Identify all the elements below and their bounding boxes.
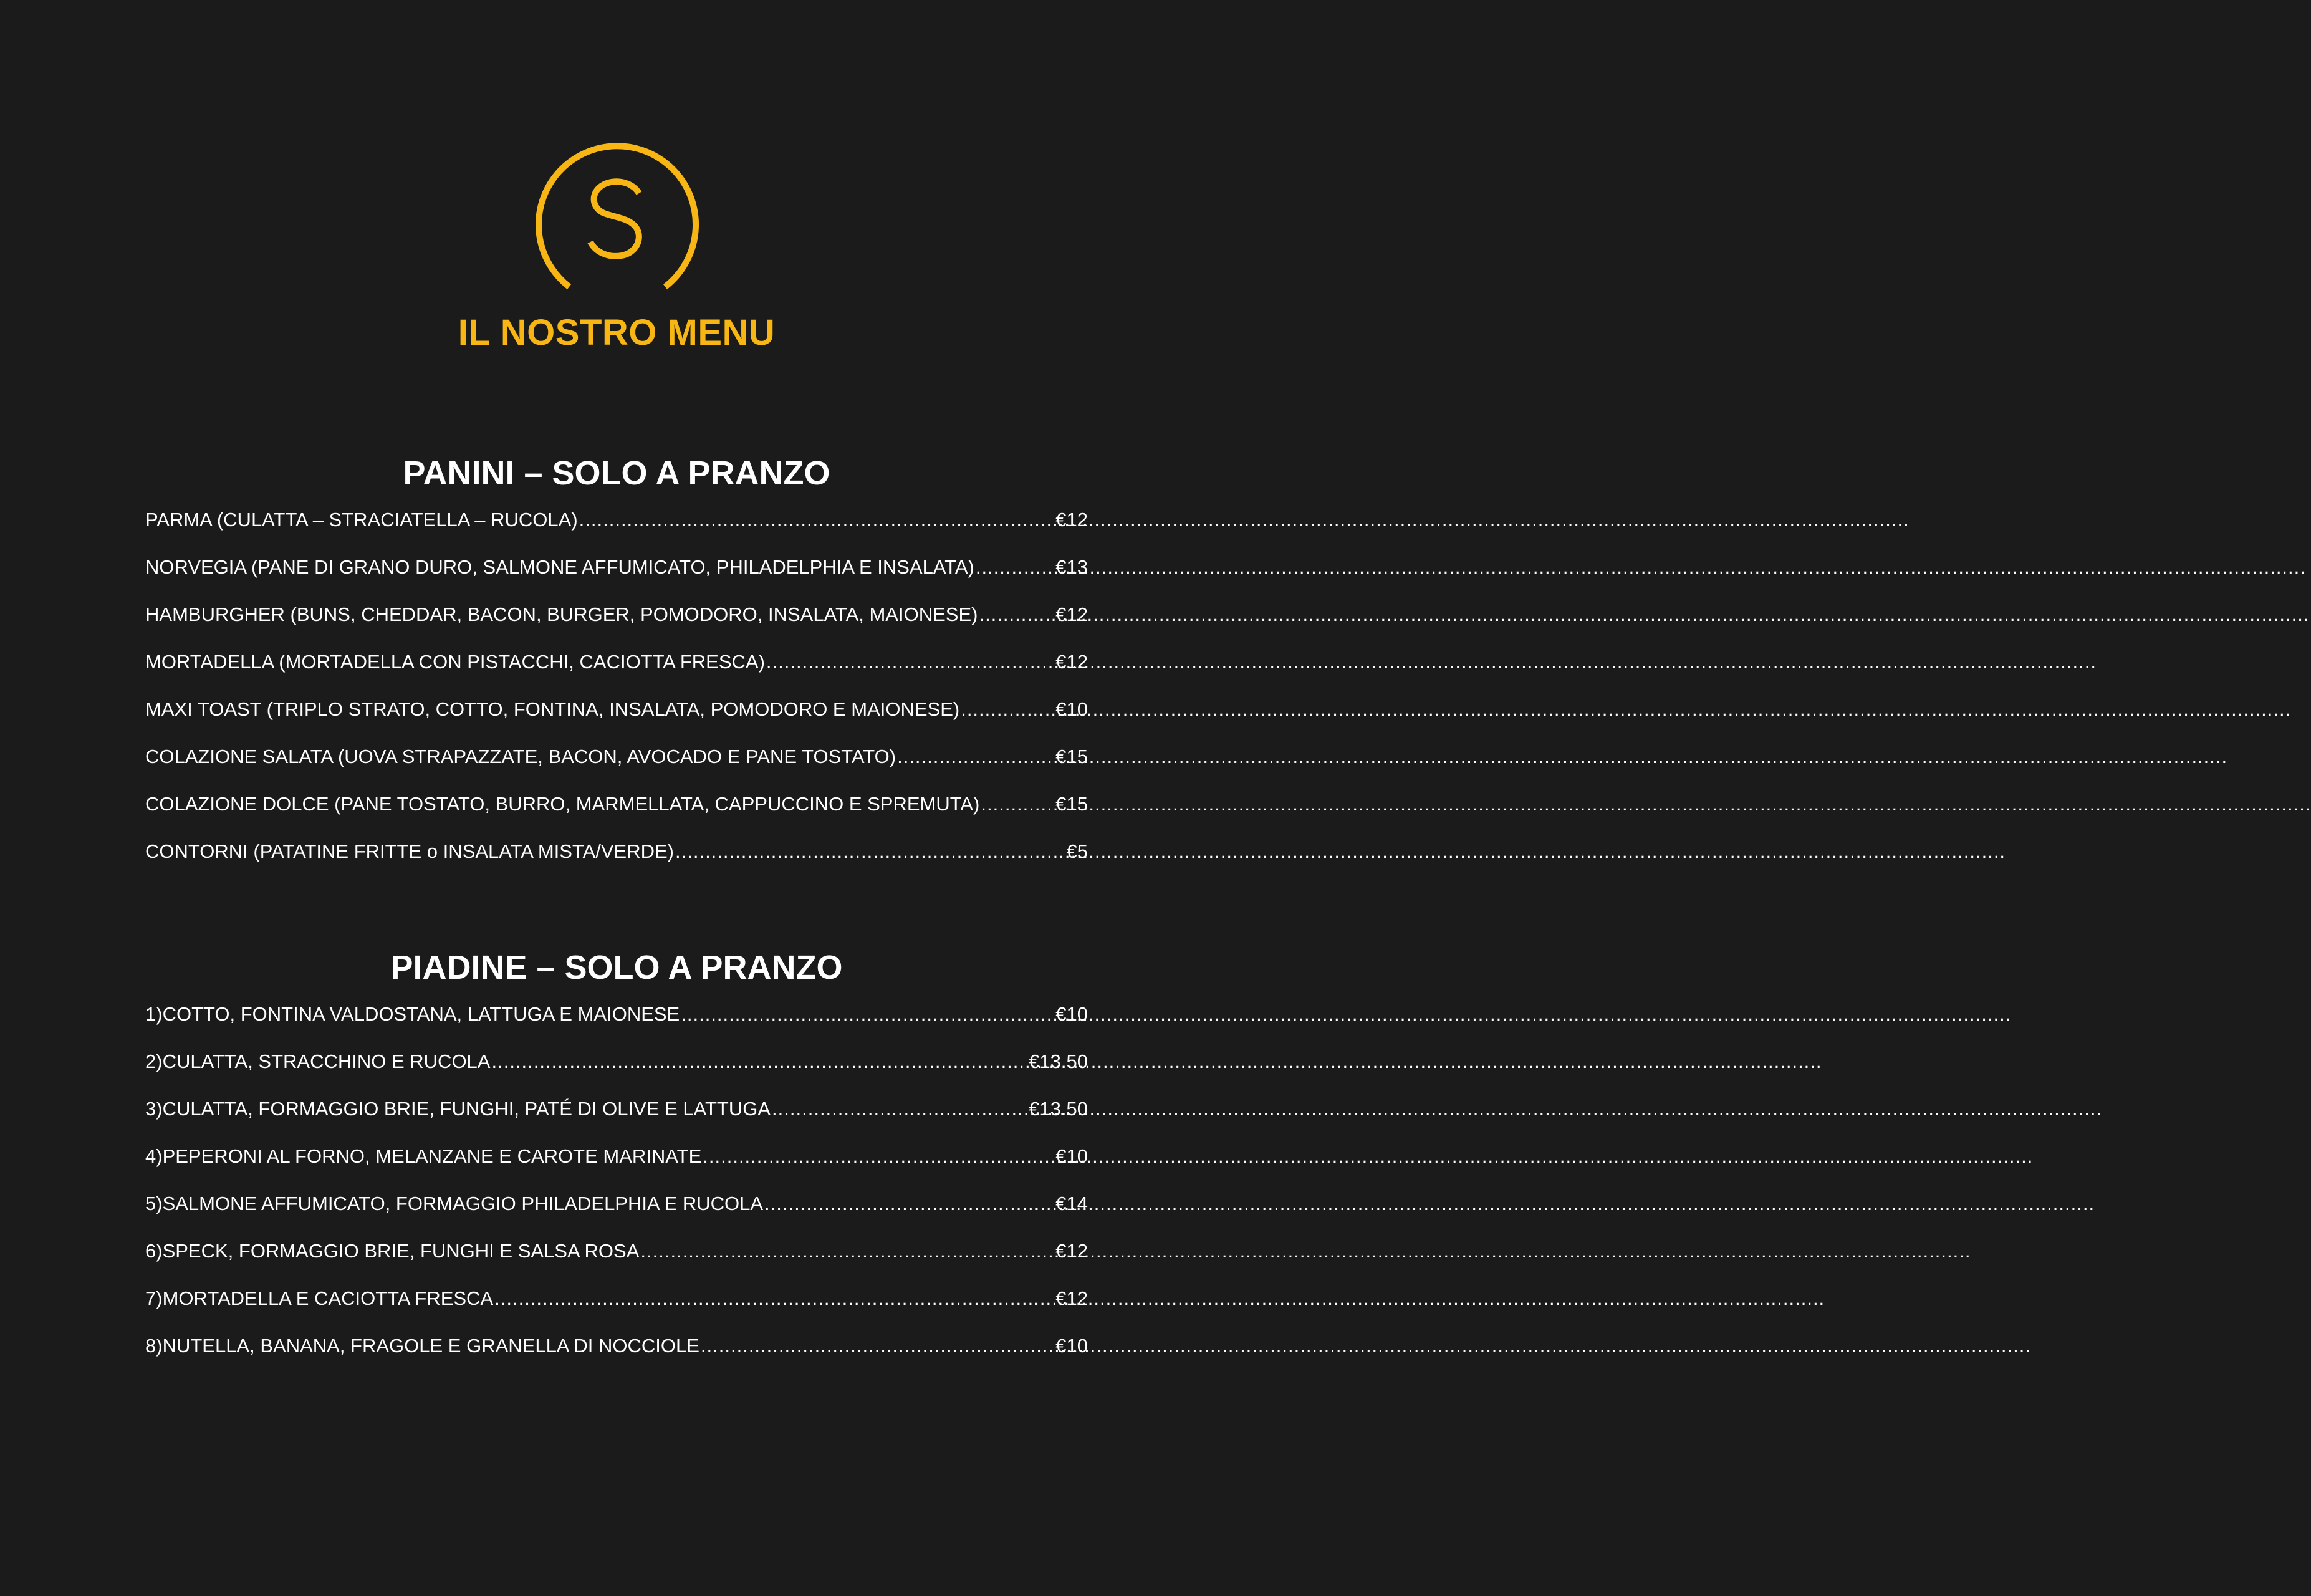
- leader-dots: [681, 1003, 1054, 1026]
- item-price: €13: [1055, 556, 1088, 578]
- list-item: [145, 746, 1088, 793]
- item-name: CONTORNI (PATATINE FRITTE o INSALATA MISTA/VERDE): [145, 840, 674, 862]
- list-item: [145, 698, 1088, 746]
- section-title-panini: PANINI – SOLO A PRANZO: [403, 454, 830, 492]
- list-item: [145, 1335, 1088, 1382]
- item-price: €13.50: [1029, 1098, 1088, 1120]
- piadine-list: [145, 1003, 1088, 1382]
- s-circle-logo-icon: [533, 142, 701, 298]
- leader-dots: [494, 1287, 1054, 1310]
- item-name: 1)COTTO, FONTINA VALDOSTANA, LATTUGA E MAIONESE: [145, 1003, 680, 1025]
- menu-title: IL NOSTRO MENU: [458, 312, 776, 353]
- leader-dots: [675, 840, 1065, 863]
- list-item: [145, 1193, 1088, 1240]
- item-name: MORTADELLA (MORTADELLA CON PISTACCHI, CACIOTTA FRESCA): [145, 651, 765, 673]
- list-item: [145, 1050, 1088, 1098]
- item-price: €10: [1055, 1003, 1088, 1025]
- list-item: [145, 556, 1088, 603]
- leader-dots: [579, 509, 1055, 531]
- item-price: €5: [1066, 840, 1088, 862]
- list-item: [145, 1240, 1088, 1287]
- item-price: €12: [1055, 1287, 1088, 1309]
- leader-dots: [897, 746, 1054, 768]
- leader-dots: [976, 556, 1054, 579]
- list-item: [145, 651, 1088, 698]
- item-name: 7)MORTADELLA E CACIOTTA FRESCA: [145, 1287, 494, 1309]
- leader-dots: [979, 603, 1054, 626]
- item-price: €12: [1055, 1240, 1088, 1262]
- leader-dots: [961, 698, 1054, 721]
- list-item: [145, 509, 1088, 556]
- list-item: [145, 1098, 1088, 1145]
- list-item: [145, 1145, 1088, 1193]
- item-price: €14: [1055, 1193, 1088, 1214]
- item-price: €10: [1055, 698, 1088, 720]
- item-price: €10: [1055, 1335, 1088, 1357]
- leader-dots: [766, 651, 1054, 673]
- item-name: COLAZIONE DOLCE (PANE TOSTATO, BURRO, MARMELLATA, CAPPUCCINO E SPREMUTA): [145, 793, 980, 815]
- list-item: [145, 793, 1088, 840]
- leader-dots: [701, 1335, 1054, 1357]
- item-name: MAXI TOAST (TRIPLO STRATO, COTTO, FONTINA, INSALATA, POMODORO E MAIONESE): [145, 698, 960, 720]
- item-price: €12: [1055, 603, 1088, 625]
- list-item: [145, 840, 1088, 888]
- item-price: €15: [1055, 746, 1088, 767]
- list-item: [145, 603, 1088, 651]
- list-item: [145, 1003, 1088, 1050]
- panini-list: [145, 509, 1088, 888]
- item-name: HAMBURGHER (BUNS, CHEDDAR, BACON, BURGER, POMODORO, INSALATA, MAIONESE): [145, 603, 978, 625]
- list-item: [145, 1287, 1088, 1335]
- item-price: €13.50: [1029, 1050, 1088, 1072]
- leader-dots: [764, 1193, 1054, 1215]
- item-price: €12: [1055, 651, 1088, 673]
- item-price: €15: [1055, 793, 1088, 815]
- leader-dots: [491, 1050, 1027, 1073]
- leader-dots: [640, 1240, 1054, 1262]
- item-name: 4)PEPERONI AL FORNO, MELANZANE E CAROTE MARINATE: [145, 1145, 702, 1167]
- item-name: 2)CULATTA, STRACCHINO E RUCOLA: [145, 1050, 491, 1072]
- item-name: PARMA (CULATTA – STRACIATELLA – RUCOLA): [145, 509, 578, 531]
- item-name: COLAZIONE SALATA (UOVA STRAPAZZATE, BACON, AVOCADO E PANE TOSTATO): [145, 746, 896, 767]
- item-name: 5)SALMONE AFFUMICATO, FORMAGGIO PHILADELPHIA E RUCOLA: [145, 1193, 764, 1214]
- item-name: NORVEGIA (PANE DI GRANO DURO, SALMONE AFFUMICATO, PHILADELPHIA E INSALATA): [145, 556, 974, 578]
- item-price: €10: [1055, 1145, 1088, 1167]
- leader-dots: [981, 793, 1054, 815]
- leader-dots: [772, 1098, 1027, 1120]
- leader-dots: [703, 1145, 1054, 1168]
- section-title-piadine: PIADINE – SOLO A PRANZO: [390, 949, 843, 986]
- item-name: 8)NUTELLA, BANANA, FRAGOLE E GRANELLA DI NOCCIOLE: [145, 1335, 699, 1357]
- item-name: 3)CULATTA, FORMAGGIO BRIE, FUNGHI, PATÉ DI OLIVE E LATTUGA: [145, 1098, 771, 1120]
- item-price: €12: [1055, 509, 1088, 531]
- item-name: 6)SPECK, FORMAGGIO BRIE, FUNGHI E SALSA ROSA: [145, 1240, 640, 1262]
